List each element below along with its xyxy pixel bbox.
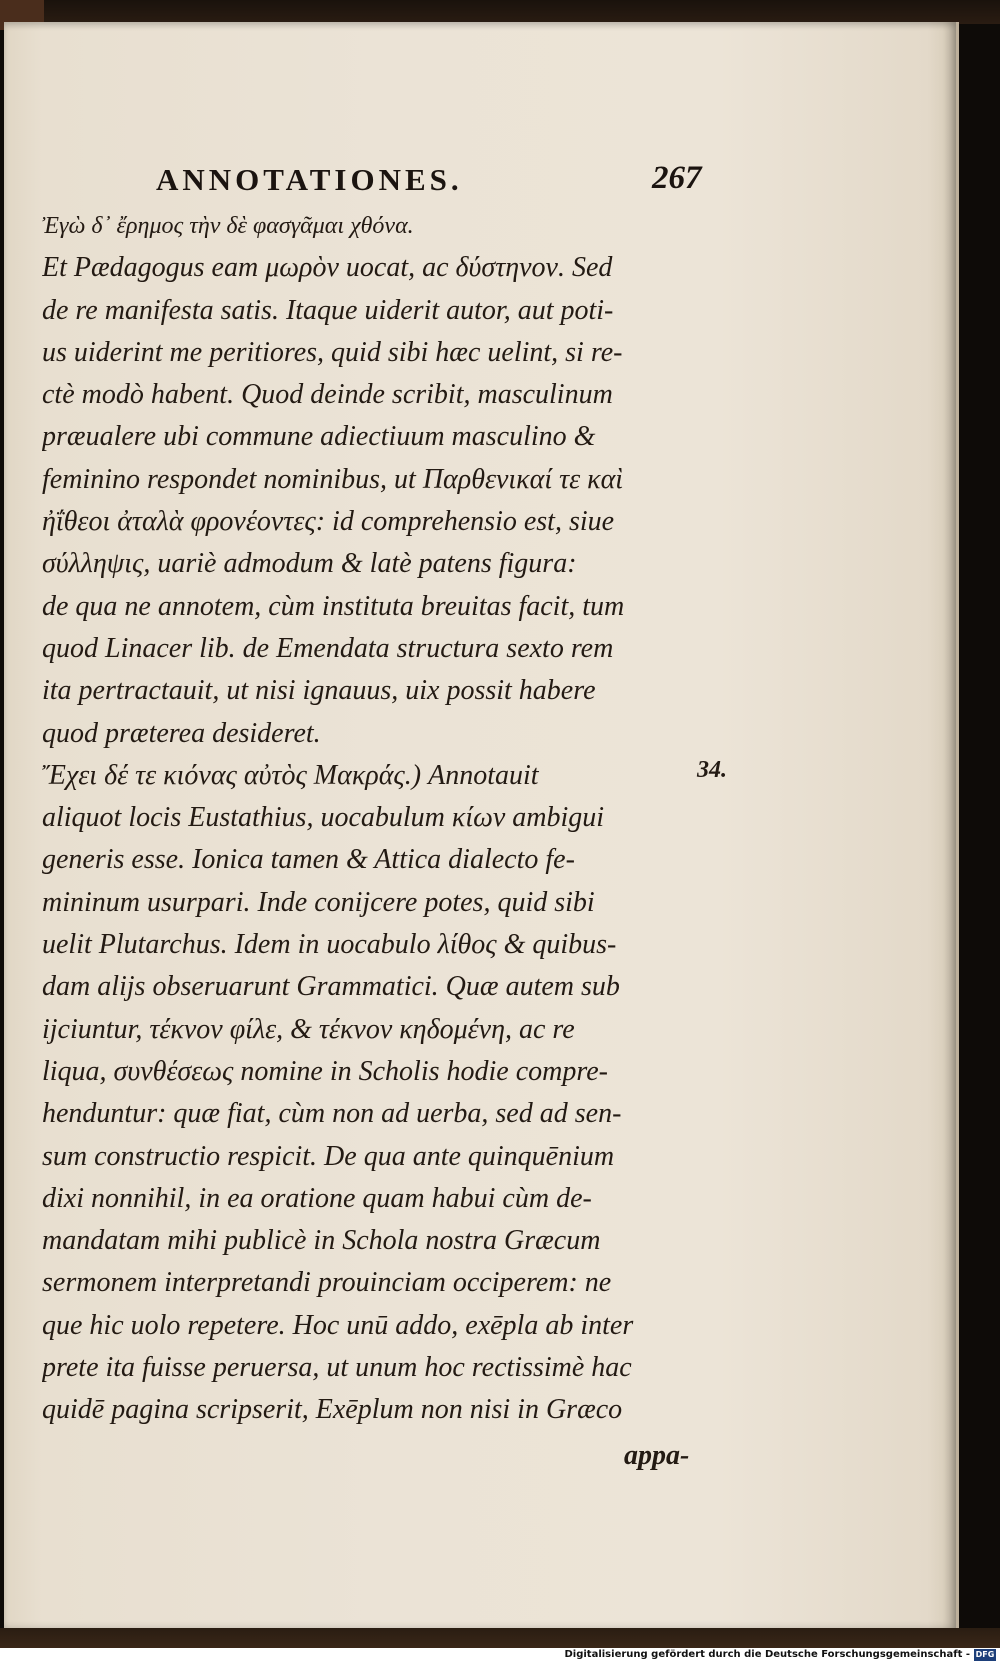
text-line: liqua, συνθέσεως nomine in Scholis hodie compre- [42,1055,608,1087]
text-line: generis esse. Ionica tamen & Attica dialecto fe- [42,844,575,876]
text-line: de qua ne annotem, cùm instituta breuitas facit, tum [42,590,625,622]
text-line: prete ita fuisse peruersa, ut unum hoc rectissimè hac [42,1352,632,1384]
text-line: Ἐγὼ δ᾽ ἔρημος τὴν δὲ φασγᾶμαι χθόνα. [42,213,414,239]
text-line: quod Linacer lib. de Emendata structura sexto rem [42,632,614,664]
text-line: Et Pædagogus eam μωρὸν uocat, ac δύστηνον. Sed [42,252,613,284]
text-line: dam alijs obseruarunt Grammatici. Quæ autem sub [42,971,620,1003]
text-line: ἠΐθεοι ἀταλὰ φρονέοντες: id comprehensio est, siue [42,506,615,538]
text-line: ita pertractauit, ut nisi ignauus, uix possit habere [42,675,596,707]
text-line: uelit Plutarchus. Idem in uocabulo λίθος & quibus- [42,929,617,961]
text-line: ijciuntur, τέκνον φίλε, & τέκνον κηδομένη, ac re [42,1013,575,1045]
text-line: Ἔχει δέ τε κιόνας αὐτὸς Μακράς.) Annotauit [42,759,539,791]
text-line: henduntur: quæ fiat, cùm non ad uerba, sed ad sen- [42,1098,622,1130]
text-line: mandatam mihi publicè in Schola nostra Græcum [42,1225,601,1257]
text-line: mininum usurpari. Inde conijcere potes, quid sibi [42,886,595,918]
text-line: us uiderint me peritiores, quid sibi hæc uelint, si re- [42,336,623,368]
footer-strip [0,1648,1000,1662]
text-line: sermonem interpretandi prouinciam occiperem: ne [42,1267,612,1299]
text-line: σύλληψις, uariè admodum & latè patens figura: [42,548,577,580]
text-line: de re manifesta satis. Itaque uiderit autor, aut poti- [42,294,614,326]
text-line: que hic uolo repetere. Hoc unū addo, exēpla ab inter [42,1309,634,1341]
scan-bottom-edge [0,1628,1000,1648]
text-line: præualere ubi commune adiectiuum masculino & [42,421,596,453]
scan-top-edge [0,0,1000,24]
text-line: quod præterea desideret. [42,717,321,749]
funding-credit: Digitalisierung gefördert durch die Deutsche Forschungsgemeinschaft - [564,1649,970,1660]
text-line: quidē pagina scripserit, Exēplum non nisi in Græco [42,1394,623,1426]
running-head [156,162,716,206]
body-text [42,205,742,1432]
text-line: sum constructio respicit. De qua ante quinquēnium [42,1140,615,1172]
text-line: ctè modò habent. Quod deinde scribit, masculinum [42,379,613,411]
catchword: appa- [624,1440,690,1471]
running-title: ANNOTATIONES. [156,162,463,197]
margin-note: 34. [697,757,727,783]
text-line: dixi nonnihil, in ea oratione quam habui cùm de- [42,1182,592,1214]
text-line: aliquot locis Eustathius, uocabulum κίων ambigui [42,802,605,834]
dfg-logo-icon: DFG [975,1650,995,1659]
book-page [4,22,959,1628]
page-number: 267 [652,160,702,196]
text-line: feminino respondet nominibus, ut Παρθενικαί τε καὶ [42,463,624,495]
